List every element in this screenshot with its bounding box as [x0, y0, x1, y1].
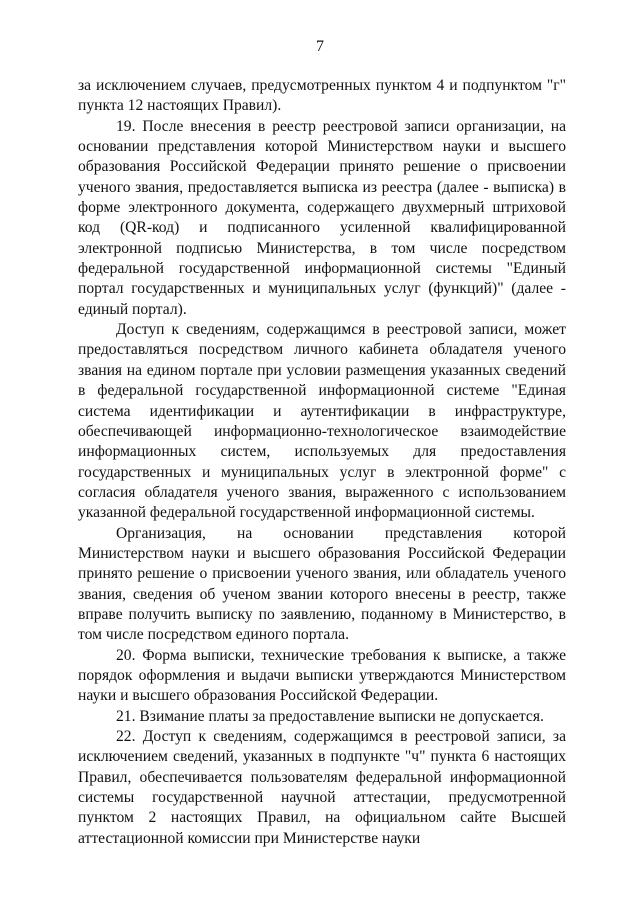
paragraph-organization-request: Организация, на основании представления которой Министерством науки и высшего образования Российской Федерации принято решение о присвоении ученого звания, или обладатель ученого звания, сведения об ученом звании которого внесены в реестр, также вправе получить выписку по заявлению, поданному в Министерство, в том числе посредством единого портала. — [78, 524, 566, 644]
paragraph-22: 22. Доступ к сведениям, содержащимся в реестровой записи, за исключением сведений, указанных в подпункте "ч" пункта 6 настоящих Правил, обеспечивается пользователям федеральной информационной системы государственной научной аттестации, предусмотренной пунктом 2 настоящих Правил, на официальном сайте Высшей аттестационной комиссии при Министерстве науки — [78, 728, 566, 847]
paragraph-19: 19. После внесения в реестр реестровой записи организации, на основании представления которой Министерством науки и высшего образования Российской Федерации принято решение о присвоении ученого звания, предоставляется выписка из реестра (далее - выписка) в форме электронного документа, содержащего двухмерный штриховой код (QR-код) и подписанного усиленной квалифицированной электронной подписью Министерства, в том числе посредством федеральной государственной информационной системы "Единый портал государственных и муниципальных услуг (функций)" (далее - единый портал). — [78, 117, 566, 318]
paragraph-21: 21. Взимание платы за предоставление выписки не допускается. — [116, 707, 544, 725]
document-body — [78, 76, 566, 849]
paragraph-20: 20. Форма выписки, технические требования к выписке, а также порядок оформления и выдачи выписки утверждаются Министерством науки и высшего образования Российской Федерации. — [78, 646, 566, 705]
page-number: 7 — [316, 38, 324, 55]
paragraph-access-personal-cabinet: Доступ к сведениям, содержащимся в реестровой записи, может предоставляться посредством личного кабинета обладателя ученого звания на едином портале при условии размещения указанных сведений в федеральной государственной информационной системе "Единая система идентификации и аутентификации в инфраструктуре, обеспечивающей информационно-технологическое взаимодействие информационных систем, используемых для предоставления государственных и муниципальных услуг в электронной форме" с согласия обладателя ученого звания, выраженного с использованием указанной федеральной государственной информационной системы. — [78, 321, 566, 522]
paragraph-continuation: за исключением случаев, предусмотренных пунктом 4 и подпунктом "г" пункта 12 настоящих Правил). — [78, 77, 566, 115]
